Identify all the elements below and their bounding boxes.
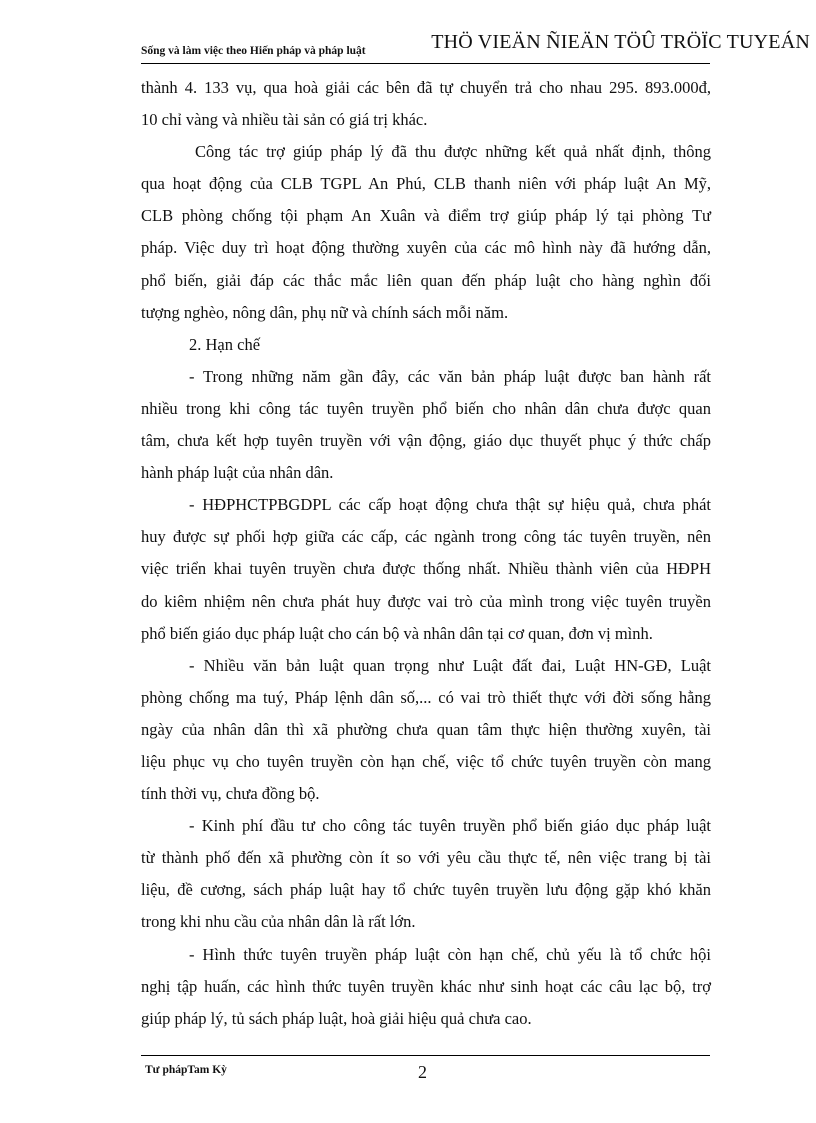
text-line: nghị tập huấn, các hình thức tuyên truyền khác như sinh hoạt các câu lạc bộ, trợ [141,976,711,996]
text-line: tính thời vụ, chưa đồng bộ. [141,784,320,804]
text-line: qua hoạt động của CLB TGPL An Phú, CLB thanh niên với pháp luật An Mỹ, [141,174,711,194]
text-line: - HĐPHCTPBGDPL các cấp hoạt động chưa thật sự hiệu quả, chưa phát [189,495,711,515]
footer-rule [141,1055,710,1056]
text-line: - Hình thức tuyên truyền pháp luật còn hạn chế, chủ yếu là tổ chức hội [189,944,711,964]
page-number: 2 [418,1062,427,1082]
text-line: tâm, chưa kết hợp tuyên truyền với vận động, giáo dục thuyết phục ý thức chấp [141,431,711,451]
text-line: do kiêm nhiệm nên chưa phát huy được vai trò của mình trong việc tuyên truyền [141,591,711,611]
text-line: ngày của nhân dân thì xã phường chưa quan tâm thực hiện thường xuyên, tài [141,719,711,739]
text-line: trong khi nhu cầu của nhân dân là rất lớn. [141,912,416,932]
text-line: liệu phục vụ cho tuyên truyền còn hạn chế, việc tổ chức tuyên truyền còn mang [141,751,711,771]
text-line: từ thành phố đến xã phường còn ít so với yêu cầu thực tế, nên việc trang bị tài [141,848,711,868]
text-line: hành pháp luật của nhân dân. [141,463,334,483]
header-right-title: THÖ VIEÄN ÑIEÄN TÖÛ TRÖÏC TUYEÁN [431,31,810,53]
text-line: nhiều trong khi công tác tuyên truyền phổ biến cho nhân dân chưa được quan [141,398,711,418]
text-line: - Nhiều văn bản luật quan trọng như Luật đất đai, Luật HN-GĐ, Luật [189,655,711,675]
text-line: thành 4. 133 vụ, qua hoà giải các bên đã tự chuyển trả cho nhau 295. 893.000đ, [141,78,711,97]
text-line: tượng nghèo, nông dân, phụ nữ và chính sách mỗi năm. [141,302,509,322]
text-line: pháp. Việc duy trì hoạt động thường xuyên của các mô hình này đã hướng dẫn, [141,238,711,258]
footer-left-text: Tư phápTam Kỳ [145,1064,227,1076]
header-rule [141,63,710,64]
text-line: - Trong những năm gần đây, các văn bản pháp luật được ban hành rất [189,366,711,386]
text-line: liệu, đề cương, sách pháp luật hay tổ chức tuyên truyền lưu động gặp khó khăn [141,880,711,900]
header-left-title: Sống và làm việc theo Hiến pháp và pháp luật [141,45,366,57]
text-line: huy được sự phối hợp giữa các cấp, các ngành trong công tác tuyên truyền, nên [141,527,711,547]
text-line: phòng chống ma tuý, Pháp lệnh dân số,... có vai trò thiết thực với đời sống hằng [141,687,711,707]
text-line: phổ biến giáo dục pháp luật cho cán bộ và nhân dân tại cơ quan, đơn vị mình. [141,623,653,643]
text-line: Công tác trợ giúp pháp lý đã thu được những kết quả nhất định, thông [195,142,711,162]
text-line: - Kinh phí đầu tư cho công tác tuyên truyền phổ biến giáo dục pháp luật [189,816,711,836]
text-line: CLB phòng chống tội phạm An Xuân và điểm trợ giúp pháp lý tại phòng Tư [141,206,711,226]
text-line: phổ biến, giải đáp các thắc mắc liên quan đến pháp luật cho hàng nghìn đối [141,270,711,290]
text-line: việc triển khai tuyên truyền chưa được thống nhất. Nhiều thành viên của HĐPH [141,559,711,579]
text-line: 10 chỉ vàng và nhiều tài sản có giá trị khác. [141,110,428,130]
text-line: giúp pháp lý, tủ sách pháp luật, hoà giải hiệu quả chưa cao. [141,1008,532,1028]
section-heading: 2. Hạn chế [189,334,261,354]
body-text [141,72,711,1035]
